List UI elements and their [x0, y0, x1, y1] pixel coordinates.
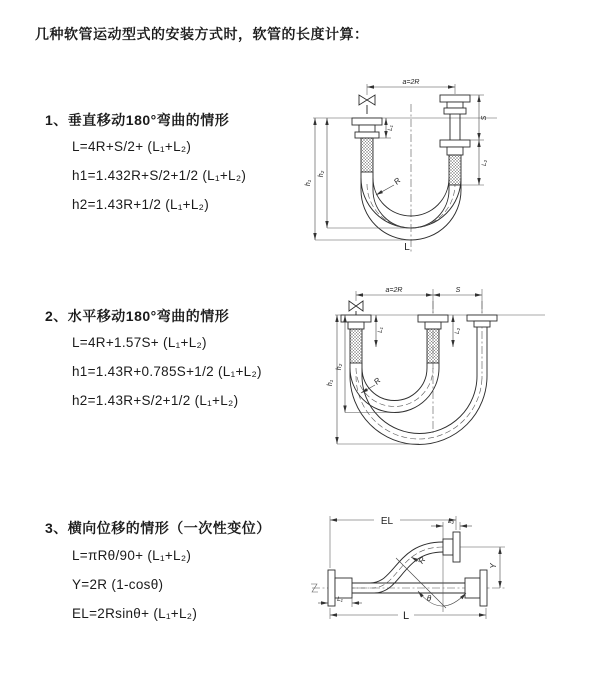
dim-label-l-bottom: L — [404, 242, 410, 253]
section-3-formula-L: L=πRθ/90+ (L₁+L₂) — [72, 548, 192, 563]
dim-label-y: Y — [489, 563, 498, 569]
dim-a-2r — [367, 79, 455, 94]
dim-label-s: S — [481, 115, 488, 121]
section-2-formula-h2: h2=1.43R+S/2+1/2 (L₁+L₂) — [72, 393, 239, 408]
valve-icon — [349, 291, 363, 315]
dim-label-r: R — [372, 376, 383, 387]
dim-label-h1: h₁ — [327, 379, 334, 387]
diagram-vertical-180-bend — [295, 68, 565, 268]
dim-label-a2r: a=2R — [385, 287, 403, 294]
dim-label-r: R — [392, 176, 403, 187]
dim-l2 — [453, 315, 461, 347]
dim-l — [330, 608, 486, 622]
dim-label-l2: L₂ — [454, 327, 461, 335]
left-fitting — [352, 118, 382, 172]
right-fitting-displaced — [467, 315, 497, 327]
section-2-heading: 2、水平移动180°弯曲的情形 — [45, 308, 230, 324]
dim-l1 — [318, 596, 362, 607]
dim-a-2r — [356, 287, 482, 313]
hose-bend-displaced — [350, 327, 487, 445]
dim-label-theta: θ — [426, 594, 432, 603]
right-fitting — [440, 95, 470, 185]
dim-label-h2: h₂ — [318, 170, 325, 178]
dim-label-s: S — [455, 287, 461, 294]
braid-section — [350, 329, 362, 363]
dim-label-h2: h₂ — [336, 363, 343, 371]
dim-label-l: L — [402, 610, 410, 622]
radius-leader — [376, 176, 403, 195]
valve-icon — [359, 84, 375, 114]
dim-label-l1: L₁ — [377, 327, 384, 333]
dim-label-l1: L₁ — [337, 596, 343, 603]
section-2-formula-h1: h1=1.43R+0.785S+1/2 (L₁+L₂) — [72, 364, 262, 379]
section-1-formula-L: L=4R+S/2+ (L₁+L₂) — [72, 139, 192, 154]
page-title: 几种软管运动型式的安装方式时，软管的长度计算： — [35, 26, 369, 42]
section-3-formula-Y: Y=2R (1-cosθ) — [72, 577, 164, 592]
dim-label-l1: L₁ — [387, 125, 394, 131]
braid-section — [427, 329, 439, 363]
dim-label-h1: h₁ — [305, 179, 312, 187]
braid-section — [449, 155, 461, 185]
section-1-formula-h2: h2=1.43R+1/2 (L₁+L₂) — [72, 197, 210, 212]
radius-leader — [411, 555, 428, 565]
left-fitting — [341, 315, 371, 363]
diagram-lateral-displacement — [298, 498, 598, 658]
dim-h2 — [336, 315, 395, 413]
dim-label-a2r: a=2R — [402, 79, 420, 86]
section-3-formula-EL: EL=2Rsinθ+ (L₁+L₂) — [72, 606, 198, 621]
upper-fitting-displaced — [443, 532, 460, 562]
braid-section — [361, 138, 373, 172]
dim-label-el: EL — [380, 516, 394, 527]
section-1-formula-h1: h1=1.432R+S/2+1/2 (L₁+L₂) — [72, 168, 247, 183]
section-2-formula-L: L=4R+1.57S+ (L₁+L₂) — [72, 335, 207, 350]
section-3-heading: 3、横向位移的情形（一次性变位） — [45, 520, 271, 536]
diagram-horizontal-180-bend — [298, 283, 578, 463]
radius-leader — [361, 376, 383, 393]
right-fitting-straight — [465, 570, 487, 606]
dim-s — [470, 95, 488, 140]
dim-label-l2: L₂ — [481, 159, 488, 167]
hose-s-curve — [352, 542, 443, 593]
dim-label-r: R — [416, 555, 428, 566]
dim-l1 — [376, 315, 384, 347]
section-1-heading: 1、垂直移动180°弯曲的情形 — [45, 112, 230, 128]
dim-label-l2: L₂ — [447, 518, 455, 525]
dim-s — [433, 287, 482, 295]
middle-fitting — [418, 315, 448, 363]
